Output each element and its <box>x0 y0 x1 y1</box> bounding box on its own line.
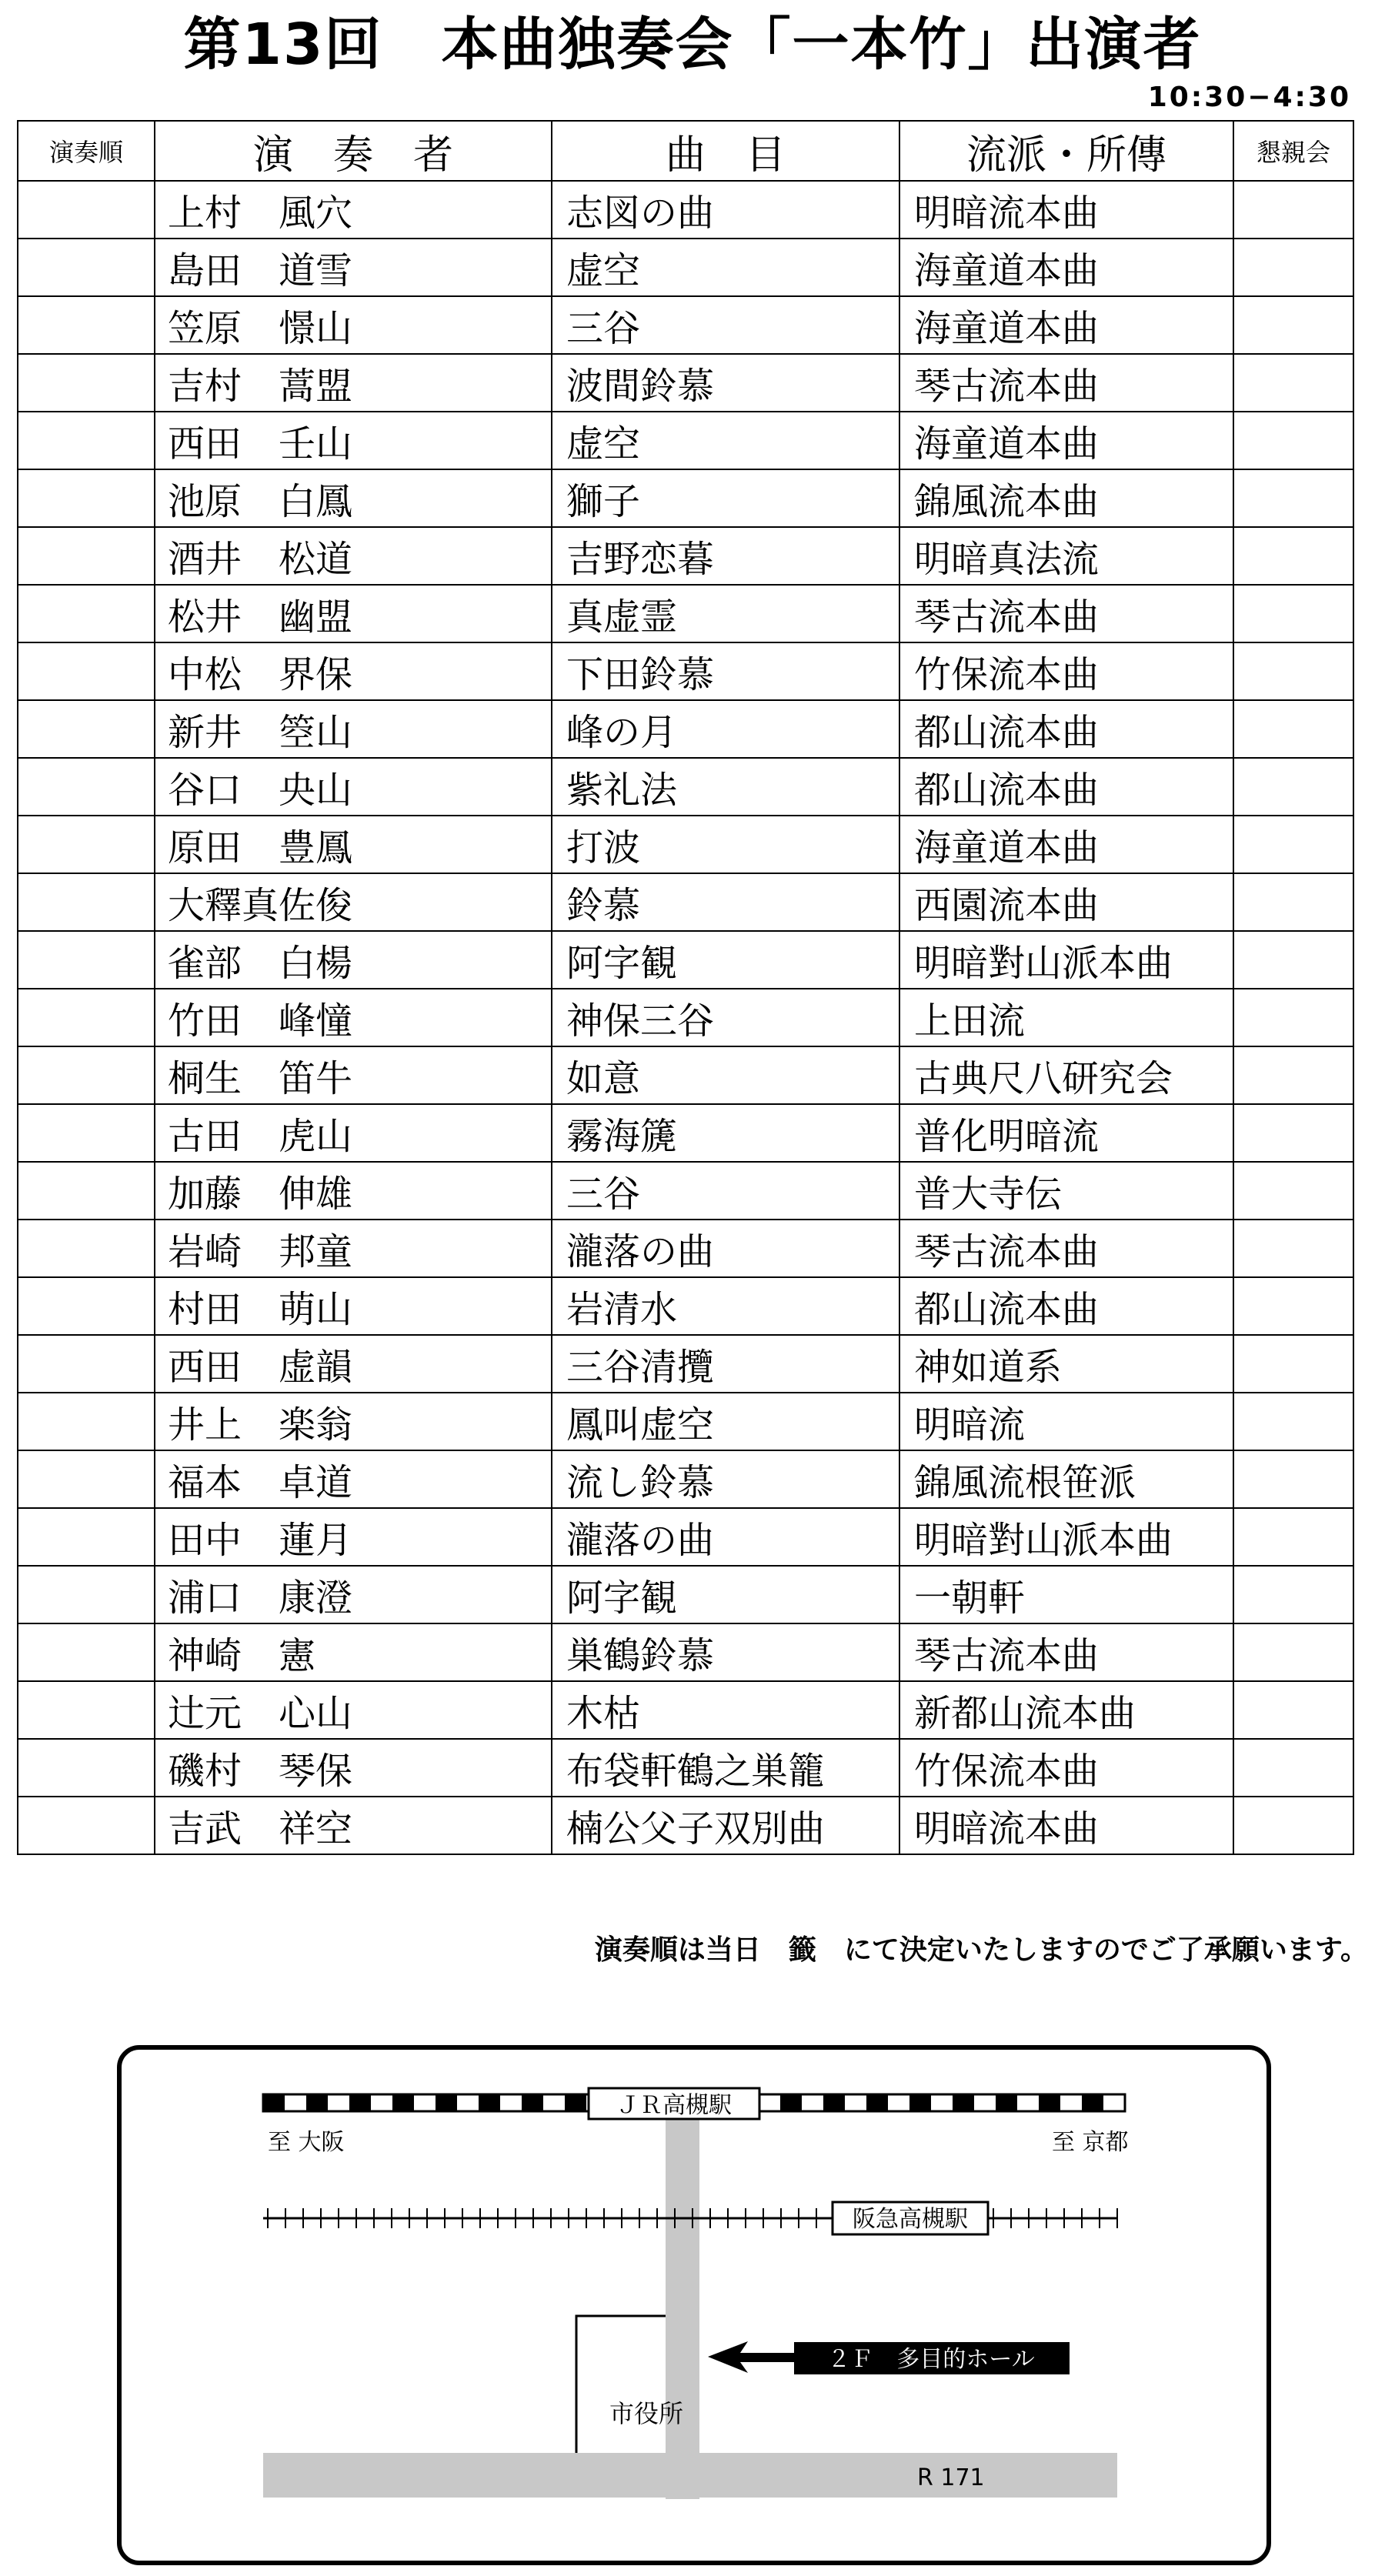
table-body <box>18 181 1353 1854</box>
order-cell <box>18 181 155 239</box>
piece-cell: 虚空 <box>552 412 899 469</box>
piece-cell: 三谷 <box>552 1162 899 1220</box>
order-cell <box>18 1681 155 1739</box>
table-row <box>18 527 1353 585</box>
reception-cell <box>1233 469 1353 527</box>
reception-cell <box>1233 1393 1353 1450</box>
table-row <box>18 1739 1353 1797</box>
school-cell: 竹保流本曲 <box>899 642 1233 700</box>
school-cell: 都山流本曲 <box>899 700 1233 758</box>
school-cell: 錦風流根笹派 <box>899 1450 1233 1508</box>
piece-cell: 吉野恋暮 <box>552 527 899 585</box>
performer-cell: 吉武 祥空 <box>155 1797 552 1854</box>
school-cell: 明暗流本曲 <box>899 181 1233 239</box>
performer-cell: 井上 楽翁 <box>155 1393 552 1450</box>
order-cell <box>18 1623 155 1681</box>
jr-station <box>589 2088 759 2119</box>
school-cell: 神如道系 <box>899 1335 1233 1393</box>
reception-cell <box>1233 931 1353 989</box>
order-cell <box>18 1162 155 1220</box>
order-cell <box>18 527 155 585</box>
school-cell: 明暗真法流 <box>899 527 1233 585</box>
school-cell: 上田流 <box>899 989 1233 1046</box>
table-row <box>18 296 1353 354</box>
school-cell: 古典尺八研究会 <box>899 1046 1233 1104</box>
order-cell <box>18 1104 155 1162</box>
order-cell <box>18 758 155 816</box>
table-row <box>18 931 1353 989</box>
school-cell: 都山流本曲 <box>899 1277 1233 1335</box>
reception-cell <box>1233 1681 1353 1739</box>
school-cell: 海童道本曲 <box>899 816 1233 873</box>
order-cell <box>18 354 155 412</box>
piece-cell: 阿字観 <box>552 931 899 989</box>
piece-cell: 霧海篪 <box>552 1104 899 1162</box>
col-header-school: 流派・所傳 <box>899 121 1233 181</box>
reception-cell <box>1233 1508 1353 1566</box>
table-row <box>18 1797 1353 1854</box>
reception-cell <box>1233 412 1353 469</box>
reception-cell <box>1233 585 1353 642</box>
event-time: 10:30−4:30 <box>1147 82 1351 113</box>
order-cell <box>18 1508 155 1566</box>
route-171-road <box>263 2453 1117 2498</box>
performer-cell: 福本 卓道 <box>155 1450 552 1508</box>
performer-cell: 酒井 松道 <box>155 527 552 585</box>
table-row <box>18 1393 1353 1450</box>
reception-cell <box>1233 1450 1353 1508</box>
city-hall-label: 市役所 <box>609 2399 684 2428</box>
performer-cell: 原田 豊鳳 <box>155 816 552 873</box>
order-cell <box>18 1797 155 1854</box>
table-row <box>18 1450 1353 1508</box>
order-cell <box>18 296 155 354</box>
table-row <box>18 469 1353 527</box>
performer-cell: 神崎 憲 <box>155 1623 552 1681</box>
order-cell <box>18 1450 155 1508</box>
access-map <box>117 2045 1271 2565</box>
school-cell: 琴古流本曲 <box>899 585 1233 642</box>
order-cell <box>18 469 155 527</box>
performer-cell: 大釋真佐俊 <box>155 873 552 931</box>
performer-cell: 新井 箜山 <box>155 700 552 758</box>
school-cell: 琴古流本曲 <box>899 354 1233 412</box>
performer-cell: 松井 幽盟 <box>155 585 552 642</box>
order-cell <box>18 816 155 873</box>
col-header-piece: 曲 目 <box>552 121 899 181</box>
performer-cell: 辻元 心山 <box>155 1681 552 1739</box>
order-note: 演奏順は当日 籤 にて決定いたしますのでご了承願います。 <box>594 1934 1368 1966</box>
table-row <box>18 816 1353 873</box>
school-cell: 新都山流本曲 <box>899 1681 1233 1739</box>
performer-cell: 島田 道雪 <box>155 239 552 296</box>
reception-cell <box>1233 527 1353 585</box>
order-cell <box>18 873 155 931</box>
school-cell: 海童道本曲 <box>899 296 1233 354</box>
table-row <box>18 758 1353 816</box>
piece-cell: 楠公父子双別曲 <box>552 1797 899 1854</box>
performer-cell: 中松 界保 <box>155 642 552 700</box>
piece-cell: 下田鈴慕 <box>552 642 899 700</box>
school-cell: 海童道本曲 <box>899 239 1233 296</box>
piece-cell: 獅子 <box>552 469 899 527</box>
table-row <box>18 1277 1353 1335</box>
performer-cell: 村田 萌山 <box>155 1277 552 1335</box>
reception-cell <box>1233 873 1353 931</box>
table-row <box>18 873 1353 931</box>
reception-cell <box>1233 700 1353 758</box>
order-cell <box>18 989 155 1046</box>
order-cell <box>18 1739 155 1797</box>
piece-cell: 三谷 <box>552 296 899 354</box>
school-cell: 琴古流本曲 <box>899 1623 1233 1681</box>
reception-cell <box>1233 1566 1353 1623</box>
col-header-order: 演奏順 <box>18 121 155 181</box>
performer-cell: 磯村 琴保 <box>155 1739 552 1797</box>
performer-table <box>17 120 1354 1855</box>
piece-cell: 打波 <box>552 816 899 873</box>
reception-cell <box>1233 758 1353 816</box>
col-header-reception: 懇親会 <box>1233 121 1353 181</box>
piece-cell: 峰の月 <box>552 700 899 758</box>
table-row <box>18 1335 1353 1393</box>
order-cell <box>18 931 155 989</box>
reception-cell <box>1233 989 1353 1046</box>
table-row <box>18 239 1353 296</box>
piece-cell: 神保三谷 <box>552 989 899 1046</box>
reception-cell <box>1233 239 1353 296</box>
performer-cell: 岩崎 邦童 <box>155 1220 552 1277</box>
piece-cell: 瀧落の曲 <box>552 1508 899 1566</box>
order-cell <box>18 1046 155 1104</box>
school-cell: 琴古流本曲 <box>899 1220 1233 1277</box>
school-cell: 西園流本曲 <box>899 873 1233 931</box>
school-cell: 海童道本曲 <box>899 412 1233 469</box>
school-cell: 竹保流本曲 <box>899 1739 1233 1797</box>
piece-cell: 真虚霊 <box>552 585 899 642</box>
reception-cell <box>1233 1220 1353 1277</box>
to-kyoto-label: 至 京都 <box>1052 2129 1129 2156</box>
order-cell <box>18 585 155 642</box>
order-cell <box>18 642 155 700</box>
hankyu-station-label: 阪急高槻駅 <box>853 2206 968 2233</box>
reception-cell <box>1233 1335 1353 1393</box>
reception-cell <box>1233 296 1353 354</box>
reception-cell <box>1233 1797 1353 1854</box>
piece-cell: 三谷清攬 <box>552 1335 899 1393</box>
col-header-performer: 演 奏 者 <box>155 121 552 181</box>
performer-cell: 吉村 蒿盟 <box>155 354 552 412</box>
piece-cell: 鳳叫虚空 <box>552 1393 899 1450</box>
piece-cell: 岩清水 <box>552 1277 899 1335</box>
table-row <box>18 1104 1353 1162</box>
piece-cell: 布袋軒鶴之巣籠 <box>552 1739 899 1797</box>
reception-cell <box>1233 1104 1353 1162</box>
piece-cell: 志図の曲 <box>552 181 899 239</box>
school-cell: 一朝軒 <box>899 1566 1233 1623</box>
page-title: 第13回 本曲独奏会「一本竹」出演者 <box>183 12 1202 78</box>
performer-cell: 桐生 笛牛 <box>155 1046 552 1104</box>
table-row <box>18 1220 1353 1277</box>
table-row <box>18 642 1353 700</box>
school-cell: 普化明暗流 <box>899 1104 1233 1162</box>
performer-cell: 雀部 白楊 <box>155 931 552 989</box>
order-cell <box>18 1220 155 1277</box>
table-row <box>18 585 1353 642</box>
piece-cell: 阿字観 <box>552 1566 899 1623</box>
reception-cell <box>1233 1623 1353 1681</box>
performer-cell: 谷口 央山 <box>155 758 552 816</box>
jr-station-label: ＪＲ高槻駅 <box>616 2092 732 2119</box>
piece-cell: 木枯 <box>552 1681 899 1739</box>
order-cell <box>18 412 155 469</box>
performer-cell: 西田 虚韻 <box>155 1335 552 1393</box>
performer-cell: 加藤 伸雄 <box>155 1162 552 1220</box>
performer-cell: 笠原 憬山 <box>155 296 552 354</box>
performer-cell: 古田 虎山 <box>155 1104 552 1162</box>
school-cell: 普大寺伝 <box>899 1162 1233 1220</box>
table-row <box>18 354 1353 412</box>
performer-cell: 浦口 康澄 <box>155 1566 552 1623</box>
table-row <box>18 1623 1353 1681</box>
performer-cell: 竹田 峰憧 <box>155 989 552 1046</box>
table-row <box>18 1162 1353 1220</box>
table-row <box>18 989 1353 1046</box>
school-cell: 錦風流本曲 <box>899 469 1233 527</box>
piece-cell: 波間鈴慕 <box>552 354 899 412</box>
piece-cell: 虚空 <box>552 239 899 296</box>
school-cell: 明暗流本曲 <box>899 1797 1233 1854</box>
order-cell <box>18 1335 155 1393</box>
vertical-road <box>666 2091 699 2499</box>
performer-cell: 池原 白鳳 <box>155 469 552 527</box>
table-row <box>18 412 1353 469</box>
piece-cell: 鈴慕 <box>552 873 899 931</box>
reception-cell <box>1233 1277 1353 1335</box>
table-row <box>18 1046 1353 1104</box>
order-cell <box>18 1277 155 1335</box>
to-osaka-label: 至 大阪 <box>268 2129 345 2156</box>
table-row <box>18 1681 1353 1739</box>
order-cell <box>18 239 155 296</box>
piece-cell: 紫礼法 <box>552 758 899 816</box>
venue-label: ２Ｆ 多目的ホール <box>827 2346 1035 2373</box>
hankyu-station <box>833 2202 988 2234</box>
order-cell <box>18 1566 155 1623</box>
table-header-row <box>18 121 1353 181</box>
school-cell: 都山流本曲 <box>899 758 1233 816</box>
school-cell: 明暗對山派本曲 <box>899 1508 1233 1566</box>
school-cell: 明暗流 <box>899 1393 1233 1450</box>
reception-cell <box>1233 181 1353 239</box>
performer-cell: 上村 風穴 <box>155 181 552 239</box>
school-cell: 明暗對山派本曲 <box>899 931 1233 989</box>
table-row <box>18 181 1353 239</box>
reception-cell <box>1233 1046 1353 1104</box>
piece-cell: 如意 <box>552 1046 899 1104</box>
order-cell <box>18 1393 155 1450</box>
piece-cell: 巣鶴鈴慕 <box>552 1623 899 1681</box>
performer-cell: 西田 壬山 <box>155 412 552 469</box>
route-171-label: R 171 <box>917 2464 985 2491</box>
reception-cell <box>1233 1162 1353 1220</box>
venue-label-box <box>794 2342 1070 2374</box>
piece-cell: 瀧落の曲 <box>552 1220 899 1277</box>
reception-cell <box>1233 816 1353 873</box>
reception-cell <box>1233 354 1353 412</box>
table-row <box>18 1566 1353 1623</box>
order-cell <box>18 700 155 758</box>
table-row <box>18 1508 1353 1566</box>
performer-cell: 田中 蓮月 <box>155 1508 552 1566</box>
reception-cell <box>1233 642 1353 700</box>
table-row <box>18 700 1353 758</box>
piece-cell: 流し鈴慕 <box>552 1450 899 1508</box>
reception-cell <box>1233 1739 1353 1797</box>
